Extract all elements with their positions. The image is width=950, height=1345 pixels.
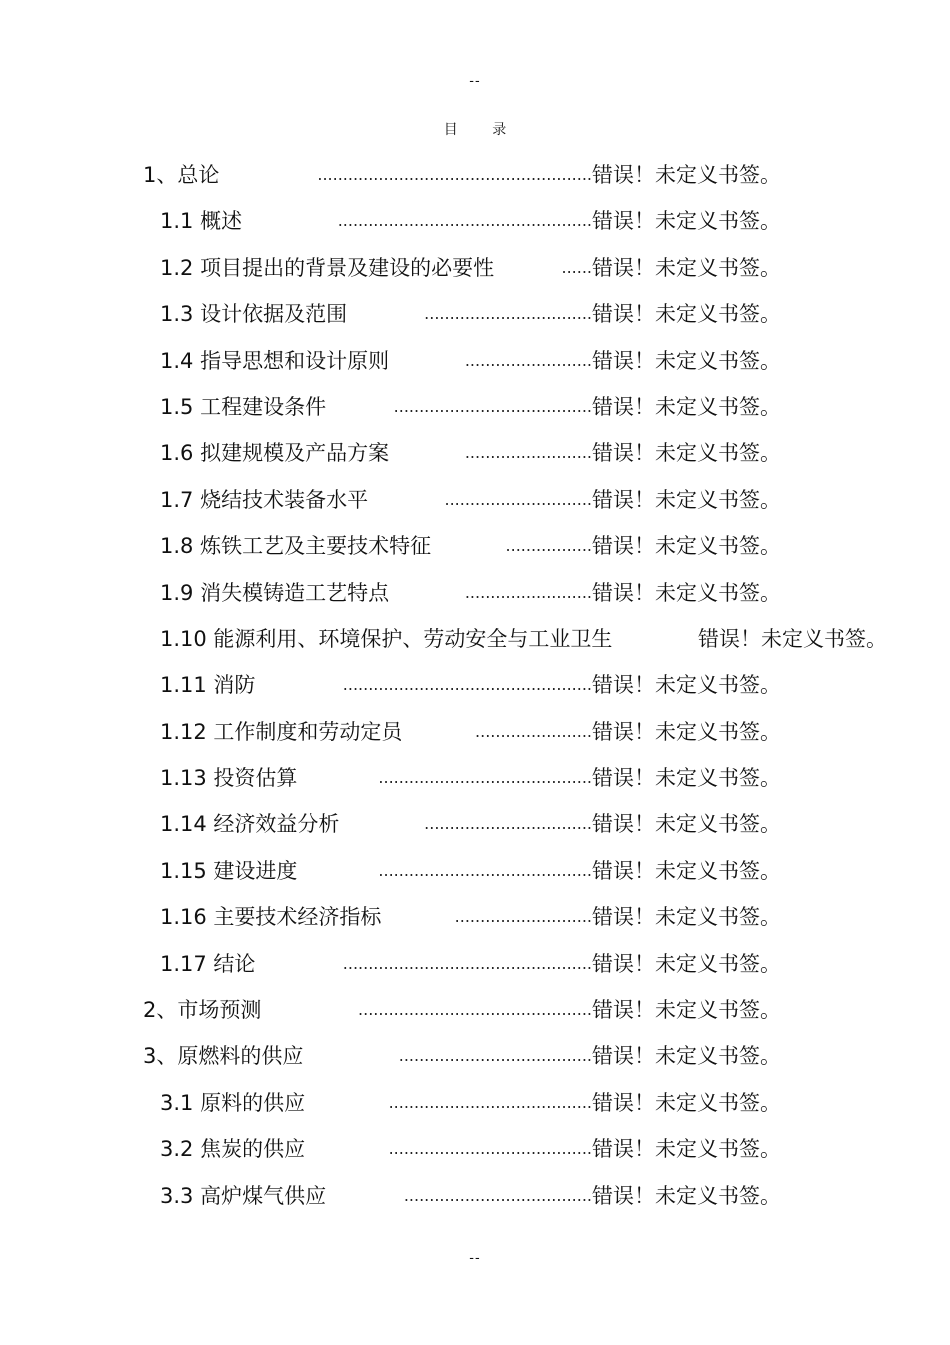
toc-entry[interactable] xyxy=(0,198,950,244)
toc-page-ref: 错误！未定义书签。 xyxy=(592,580,781,605)
toc-title: 目 录 xyxy=(443,122,507,138)
toc-entry[interactable] xyxy=(0,430,950,476)
toc-entry[interactable] xyxy=(0,523,950,569)
toc-entry[interactable] xyxy=(0,709,950,755)
toc-dot-leader: ......................... xyxy=(464,350,592,370)
toc-dot-leader: ................................. xyxy=(424,304,592,324)
toc-dot-leader: ................................. xyxy=(424,814,592,834)
toc-dot-leader: ..................................... xyxy=(403,1185,592,1205)
toc-dot-leader: .......................................... xyxy=(378,768,592,788)
toc-dot-leader: ........................................ xyxy=(388,1092,592,1112)
toc-entry[interactable] xyxy=(0,1033,950,1079)
toc-page-ref: 错误！未定义书签。 xyxy=(592,766,781,791)
toc-dot-leader: ................................................. xyxy=(342,675,592,695)
toc-dot-leader: ....................... xyxy=(475,721,592,741)
toc-dot-leader: ...................................................... xyxy=(317,165,592,184)
toc-page-ref: 错误！未定义书签。 xyxy=(592,998,781,1023)
toc-dot-leader: ....................................... xyxy=(393,396,592,416)
toc-entry-label: 1.15 建设进度 xyxy=(160,858,298,883)
toc-dot-leader: ......................... xyxy=(464,443,592,463)
toc-entry-label: 1.11 消防 xyxy=(160,673,256,698)
toc-entry[interactable] xyxy=(0,941,950,987)
toc-page-ref: 错误！未定义书签。 xyxy=(592,905,781,930)
toc-entry[interactable] xyxy=(0,987,950,1033)
toc-entry-label: 1.6 拟建规模及产品方案 xyxy=(160,441,390,466)
toc-entry[interactable] xyxy=(0,477,950,523)
toc-dot-leader: ................. xyxy=(505,536,592,556)
toc-page-ref: 错误！未定义书签。 xyxy=(592,719,781,744)
toc-page-ref: 错误！未定义书签。 xyxy=(592,1044,781,1069)
toc-page-ref: 错误！未定义书签。 xyxy=(592,1137,781,1162)
toc-entry-label: 1.2 项目提出的背景及建设的必要性 xyxy=(160,255,495,280)
toc-page-ref: 错误！未定义书签。 xyxy=(592,348,781,373)
toc-entry[interactable] xyxy=(0,152,950,198)
toc-page-ref: 错误！未定义书签。 xyxy=(592,858,781,883)
toc-entry-label: 1.17 结论 xyxy=(160,951,256,976)
toc-dot-leader: ............................. xyxy=(444,489,592,509)
toc-page-ref: 错误！未定义书签。 xyxy=(592,394,781,419)
toc-dot-leader: .................................................. xyxy=(337,211,592,231)
toc-list xyxy=(0,152,950,1219)
toc-entry[interactable] xyxy=(0,1080,950,1126)
toc-entry[interactable] xyxy=(0,1126,950,1172)
toc-entry[interactable] xyxy=(0,245,950,291)
toc-page-ref: 错误！未定义书签。 xyxy=(592,163,781,187)
toc-entry-label: 1.10 能源利用、环境保护、劳动安全与工业卫生 xyxy=(160,626,613,651)
toc-page-ref: 错误！未定义书签。 xyxy=(698,626,887,651)
toc-page-ref: 错误！未定义书签。 xyxy=(592,1183,781,1208)
toc-entry-label: 2、市场预测 xyxy=(143,998,262,1023)
toc-entry[interactable] xyxy=(0,338,950,384)
toc-dot-leader: ........................................ xyxy=(388,1139,592,1159)
toc-dot-leader: ......................... xyxy=(464,582,592,602)
toc-dot-leader: ........................... xyxy=(454,907,592,927)
toc-entry-label: 1.3 设计依据及范围 xyxy=(160,302,348,327)
toc-dot-leader: ...................................... xyxy=(398,1046,592,1066)
toc-entry[interactable] xyxy=(0,801,950,847)
toc-entry[interactable] xyxy=(0,291,950,337)
toc-entry[interactable] xyxy=(0,848,950,894)
toc-entry[interactable] xyxy=(0,755,950,801)
toc-entry[interactable] xyxy=(0,570,950,616)
toc-page-ref: 错误！未定义书签。 xyxy=(592,209,781,234)
page-footer-mark: -- xyxy=(469,1251,481,1266)
toc-entry[interactable] xyxy=(0,1173,950,1219)
toc-entry-label: 1.7 烧结技术装备水平 xyxy=(160,487,369,512)
toc-entry-label: 3.1 原料的供应 xyxy=(160,1090,306,1115)
toc-page-ref: 错误！未定义书签。 xyxy=(592,673,781,698)
toc-entry-label: 1.16 主要技术经济指标 xyxy=(160,905,382,930)
toc-entry-label: 1、总论 xyxy=(143,163,220,187)
toc-page-ref: 错误！未定义书签。 xyxy=(592,441,781,466)
toc-dot-leader: ................................................. xyxy=(342,953,592,973)
toc-entry[interactable] xyxy=(0,662,950,708)
toc-entry-label: 1.12 工作制度和劳动定员 xyxy=(160,719,403,744)
toc-entry[interactable] xyxy=(0,384,950,430)
toc-entry-label: 1.8 炼铁工艺及主要技术特征 xyxy=(160,534,432,559)
toc-entry-label: 3、原燃料的供应 xyxy=(143,1044,304,1069)
toc-entry-label: 1.9 消失模铸造工艺特点 xyxy=(160,580,390,605)
toc-entry-label: 1.1 概述 xyxy=(160,209,243,234)
toc-entry-label: 1.13 投资估算 xyxy=(160,766,298,791)
toc-entry-label: 1.5 工程建设条件 xyxy=(160,394,327,419)
toc-page-ref: 错误！未定义书签。 xyxy=(592,1090,781,1115)
toc-entry[interactable] xyxy=(0,894,950,940)
toc-page-ref: 错误！未定义书签。 xyxy=(592,302,781,327)
toc-entry-label: 3.3 高炉煤气供应 xyxy=(160,1183,327,1208)
toc-page-ref: 错误！未定义书签。 xyxy=(592,487,781,512)
toc-dot-leader: ...... xyxy=(561,257,592,277)
page-header-mark: -- xyxy=(469,74,481,89)
toc-entry-label: 3.2 焦炭的供应 xyxy=(160,1137,306,1162)
toc-page-ref: 错误！未定义书签。 xyxy=(592,534,781,559)
toc-page-ref: 错误！未定义书签。 xyxy=(592,951,781,976)
toc-entry-label: 1.14 经济效益分析 xyxy=(160,812,340,837)
toc-page-ref: 错误！未定义书签。 xyxy=(592,255,781,280)
toc-entry-label: 1.4 指导思想和设计原则 xyxy=(160,348,390,373)
toc-dot-leader: .......................................... xyxy=(378,860,592,880)
toc-page-ref: 错误！未定义书签。 xyxy=(592,812,781,837)
toc-dot-leader: .............................................. xyxy=(358,1000,592,1020)
toc-entry[interactable] xyxy=(0,616,950,662)
